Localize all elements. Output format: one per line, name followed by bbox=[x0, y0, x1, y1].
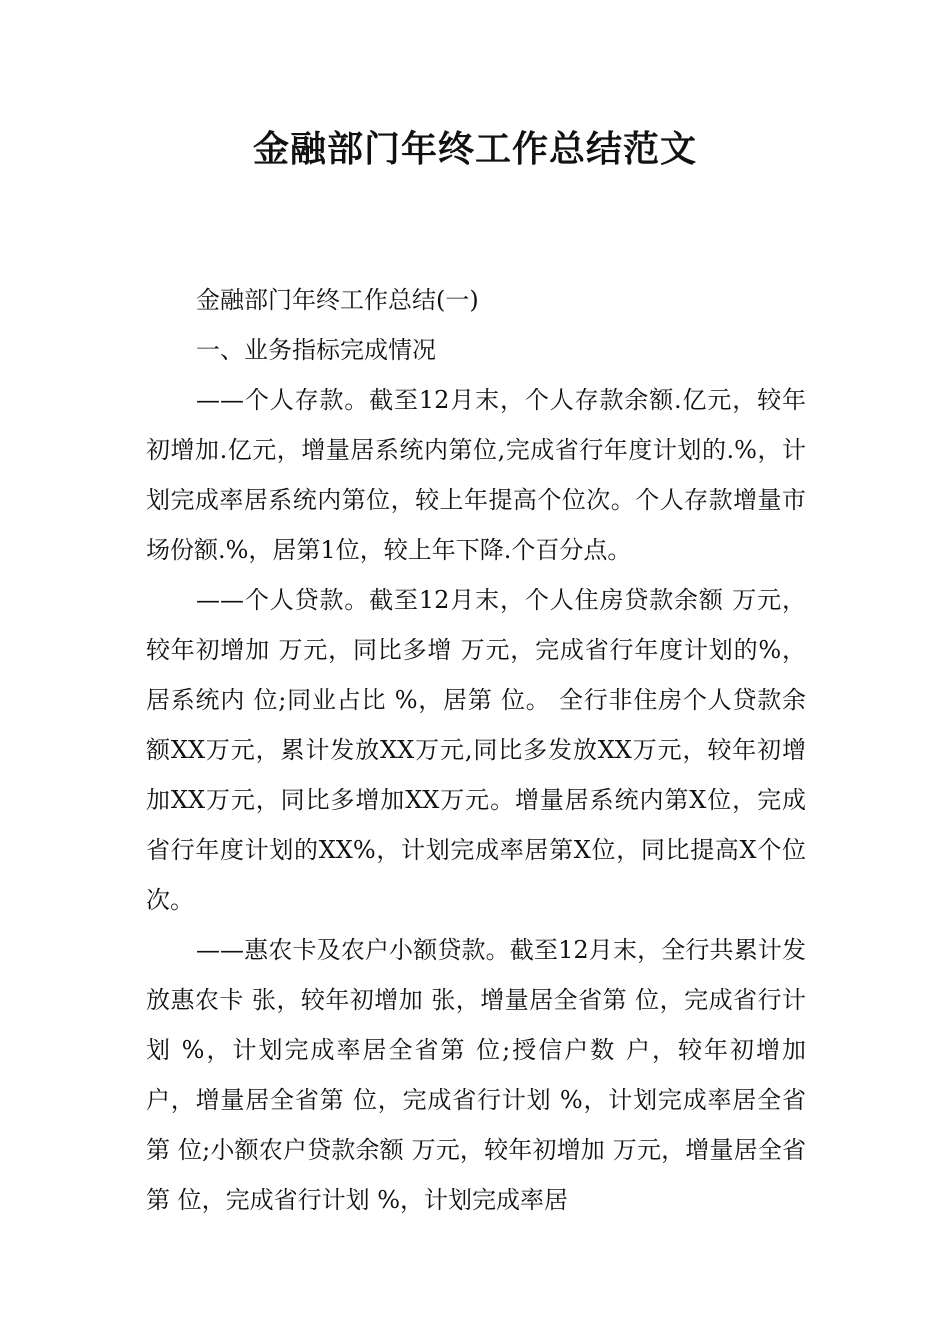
document-title: 金融部门年终工作总结范文 bbox=[252, 129, 697, 170]
paragraph-farmer-card-loans: ——惠农卡及农户小额贷款。截至12月末，全行共累计发放惠农卡 张，较年初增加 张，增量居全省第 位，完成省行计划 %，计划完成率居全省第 位;授信户数 户，较年初增加 户，增量居全省第 位，完成省行计划 %，计划完成率居全省第 位;小额农户贷款余额 万元，较年初增加 万元，增量居全省第 位，完成省行计划 %，计划完成率居 bbox=[146, 936, 806, 1214]
section-heading: 金融部门年终工作总结(一) bbox=[196, 286, 479, 314]
document-body bbox=[146, 275, 806, 1225]
paragraph-personal-loans: ——个人贷款。截至12月末，个人住房贷款余额 万元，较年初增加 万元，同比多增 万元，完成省行年度计划的%，居系统内 位;同业占比 %，居第 位。 全行非住房个人贷款余额XX万元，累计发放XX万元,同比多发放XX万元，较年初增加XX万元，同比多增加XX万元。增量居系统内第X位，完成省行年度计划的XX%，计划完成率居第X位，同比提高X个位次。 bbox=[146, 586, 806, 914]
paragraph-personal-deposits: ——个人存款。截至12月末，个人存款余额.亿元，较年初增加.亿元，增量居系统内第位,完成省行年度计划的.%，计划完成率居系统内第位，较上年提高个位次。个人存款增量市场份额.%，居第1位，较上年下降.个百分点。 bbox=[146, 386, 806, 564]
subsection-heading: 一、业务指标完成情况 bbox=[196, 336, 436, 364]
